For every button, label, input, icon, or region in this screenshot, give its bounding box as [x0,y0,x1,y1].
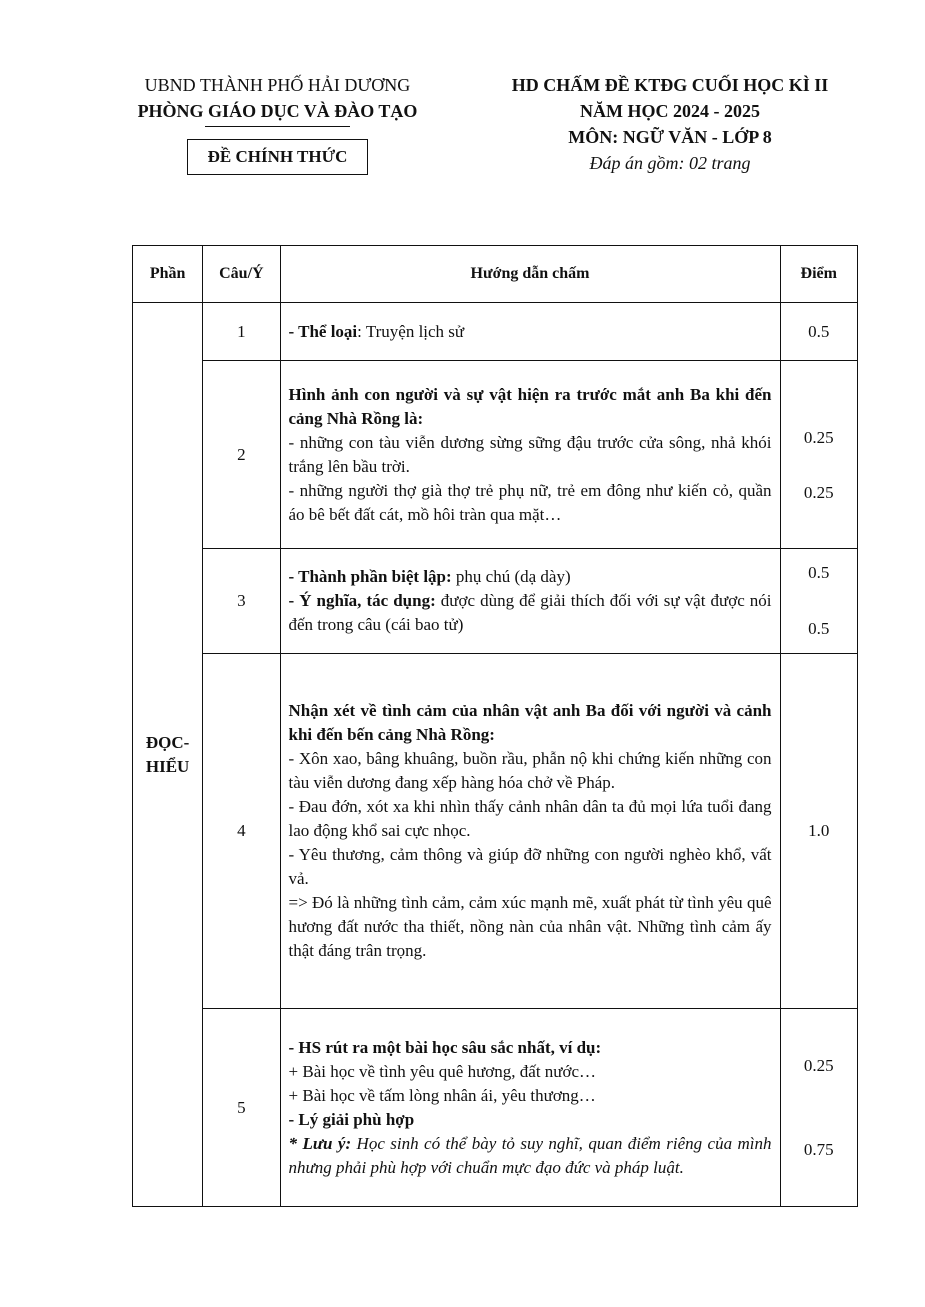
col-header-guide: Hướng dẫn chấm [280,246,780,303]
header-left [105,72,450,175]
score-cell: 0.5 [780,303,857,361]
header-right [470,72,870,176]
score-value: 0.25 [803,483,834,502]
score-cell [780,549,857,654]
subject-line: MÔN: NGỮ VĂN - LỚP 8 [568,127,772,147]
score-value: 0.5 [808,619,830,638]
grading-table [132,245,858,1207]
guide-item: - Xôn xao, bâng khuâng, buồn rầu, phẫn nộ khi chứng kiến những con tàu viễn dương đang xếp hàng hóa chở về Pháp. [288,749,772,792]
section-label: ĐỌC-HIỂU [133,303,203,1207]
question-number: 2 [203,361,280,549]
guide-item: + Bài học về tình yêu quê hương, đất nước… [288,1061,597,1081]
guide-cell [280,549,780,654]
col-header-question: Câu/Ý [203,246,280,303]
guide-cell [280,654,780,1009]
question-number: 1 [203,303,280,361]
guide-item: - những con tàu viễn dương sừng sững đậu trước cửa sông, nhả khói trắng lên bầu trời. [288,432,772,476]
guide-item: - Yêu thương, cảm thông và giúp đỡ những con người nghèo khổ, vất vả. [288,845,772,888]
pages-note: Đáp án gồm: 02 trang [589,153,751,173]
table-row [133,654,858,1009]
score-cell [780,1009,857,1207]
guide-cell: - Thể loại: Truyện lịch sử [280,303,780,361]
table-row [133,549,858,654]
table-header-row [133,246,858,303]
question-number: 4 [203,654,280,1009]
col-header-part: Phần [133,246,203,303]
guide-heading: Hình ảnh con người và sự vật hiện ra trước mắt anh Ba khi đến cảng Nhà Rồng là: [288,384,772,428]
guide-item: - những người thợ già thợ trẻ phụ nữ, trẻ em đông như kiến cỏ, quần áo bê bết đất cát, mồ hôi tràn qua mặt… [288,480,772,524]
col-header-score: Điểm [780,246,857,303]
score-value: 0.25 [803,1055,834,1075]
guide-cell [280,361,780,549]
table-row [133,1009,858,1207]
official-label: ĐỀ CHÍNH THỨC [187,139,369,175]
score-cell [780,361,857,549]
guide-heading: Nhận xét về tình cảm của nhân vật anh Ba đối với người và cảnh khi đến bến cảng Nhà Rồng: [288,701,772,744]
guide-heading: - HS rút ra một bài học sâu sắc nhất, ví dụ: [288,1037,602,1057]
school-year: NĂM HỌC 2024 - 2025 [580,101,760,121]
org-name-line2: PHÒNG GIÁO DỤC VÀ ĐÀO TẠO [137,101,418,121]
question-number: 3 [203,549,280,654]
score-value: 0.25 [803,428,834,447]
guide-cell [280,1009,780,1207]
guide-line: - Thành phần biệt lập: phụ chú (dạ dày) [288,567,571,586]
score-value: 0.75 [803,1139,834,1159]
score-value: 0.5 [808,563,830,582]
divider [205,126,350,127]
guide-item: - Đau đớn, xót xa khi nhìn thấy cảnh nhân dân ta đủ mọi lứa tuổi đang lao động khổ sai cực nhọc. [288,797,772,840]
table-row [133,303,858,361]
score-cell: 1.0 [780,654,857,1009]
question-number: 5 [203,1009,280,1207]
table-row [133,361,858,549]
guide-item: + Bài học về tấm lòng nhân ái, yêu thương… [288,1085,596,1105]
org-name-line1: UBND THÀNH PHỐ HẢI DƯƠNG [144,75,411,95]
guide-subheading: - Lý giải phù hợp [288,1109,415,1129]
guide-note: * Lưu ý: Học sinh có thể bày tỏ suy nghĩ, quan điểm riêng của mình nhưng phải phù hợp với chuẩn mực đạo đức và pháp luật. [288,1133,772,1177]
guide-line: - Ý nghĩa, tác dụng: được dùng để giải thích đối với sự vật được nói đến trong câu (cái bao tử) [288,591,772,634]
doc-title: HD CHẤM ĐỀ KTĐG CUỐI HỌC KÌ II [511,75,829,95]
guide-item: => Đó là những tình cảm, cảm xúc mạnh mẽ, xuất phát từ tình yêu quê hương đất nước tha thiết, nồng nàn của nhân vật. Những tình cảm ấy thật đáng trân trọng. [288,893,772,960]
